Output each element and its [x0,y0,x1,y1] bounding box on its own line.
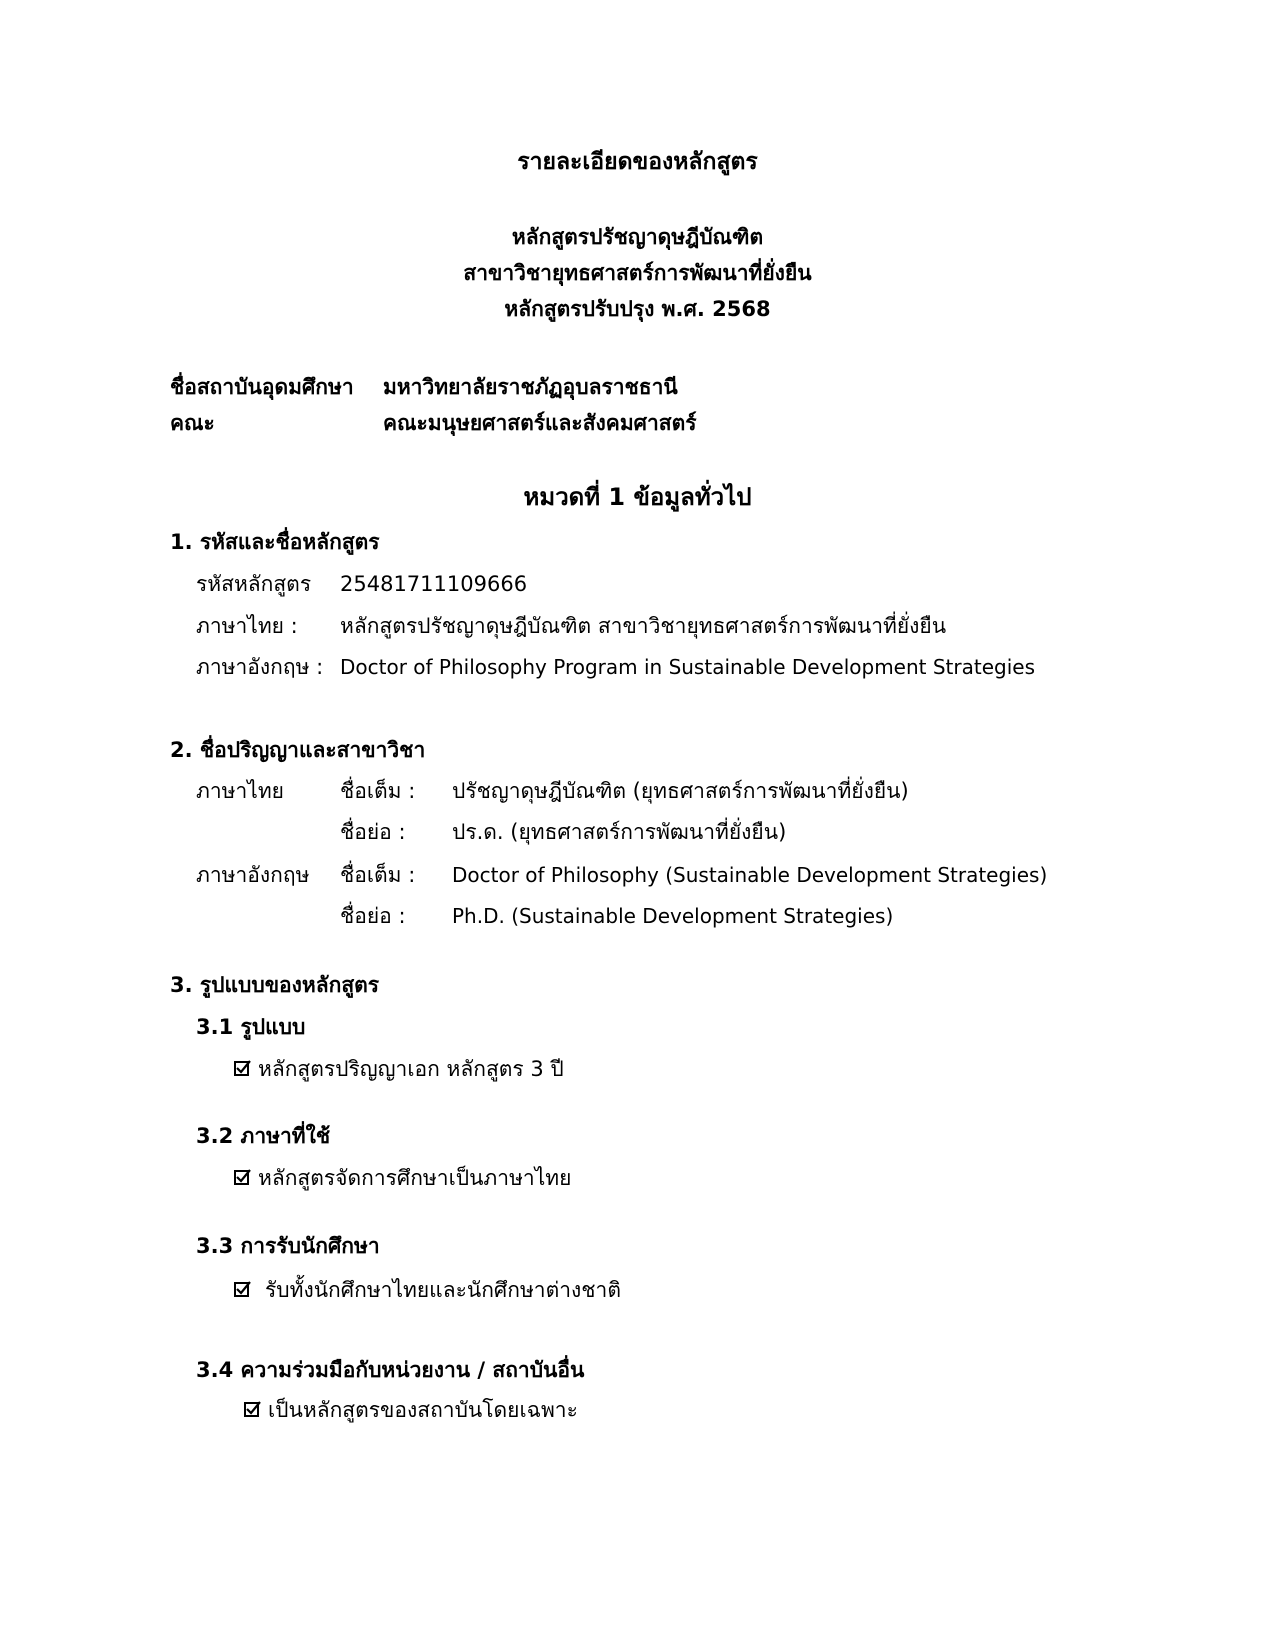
institution-label: ชื่อสถาบันอุดมศึกษา [170,375,354,399]
degree-type-full: ชื่อเต็ม : [340,779,416,803]
degree-thai-abbr: ปร.ด. (ยุทธศาสตร์การพัฒนาที่ยั่งยืน) [452,820,787,844]
thai-name-value: หลักสูตรปรัชญาดุษฎีบัณฑิต สาขาวิชายุทธศาสตร์การพัฒนาที่ยั่งยืน [340,614,947,638]
subsection-3-4-heading: 3.4 ความร่วมมือกับหน่วยงาน / สถาบันอื่น [196,1358,585,1382]
chapter-title: หมวดที่ 1 ข้อมูลทั่วไป [523,483,752,511]
section-3-heading: 3. รูปแบบของหลักสูตร [170,973,380,997]
degree-type-full: ชื่อเต็ม : [340,863,416,887]
degree-lang-english: ภาษาอังกฤษ [196,863,310,887]
faculty-value: คณะมนุษยศาสตร์และสังคมศาสตร์ [383,411,697,435]
english-name-value: Doctor of Philosophy Program in Sustainable Development Strategies [340,655,1035,679]
format-option: หลักสูตรปริญญาเอก หลักสูตร 3 ปี [258,1057,564,1081]
document-title: รายละเอียดของหลักสูตร [517,149,758,175]
thai-name-label: ภาษาไทย : [196,614,298,638]
checked-box-icon [234,1061,249,1076]
program-field: สาขาวิชายุทธศาสตร์การพัฒนาที่ยั่งยืน [463,261,812,285]
course-code-label: รหัสหลักสูตร [196,572,312,596]
checked-box-icon [244,1402,259,1417]
degree-english-abbr: Ph.D. (Sustainable Development Strategies) [452,904,894,928]
section-2-heading: 2. ชื่อปริญญาและสาขาวิชา [170,738,426,762]
institution-value: มหาวิทยาลัยราชภัฏอุบลราชธานี [383,375,678,399]
admission-option: รับทั้งนักศึกษาไทยและนักศึกษาต่างชาติ [265,1278,621,1302]
program-revision: หลักสูตรปรับปรุง พ.ศ. 2568 [504,297,771,321]
degree-type-abbr: ชื่อย่อ : [340,820,406,844]
english-name-label: ภาษาอังกฤษ : [196,655,324,679]
degree-type-abbr: ชื่อย่อ : [340,904,406,928]
faculty-label: คณะ [170,411,215,435]
program-name: หลักสูตรปรัชญาดุษฎีบัณฑิต [511,225,764,249]
subsection-3-3-heading: 3.3 การรับนักศึกษา [196,1234,380,1258]
degree-lang-thai: ภาษาไทย [196,779,284,803]
checked-box-icon [234,1282,249,1297]
subsection-3-2-heading: 3.2 ภาษาที่ใช้ [196,1124,331,1148]
degree-thai-full: ปรัชญาดุษฎีบัณฑิต (ยุทธศาสตร์การพัฒนาที่ยั่งยืน) [452,779,909,803]
subsection-3-1-heading: 3.1 รูปแบบ [196,1015,306,1039]
language-option: หลักสูตรจัดการศึกษาเป็นภาษาไทย [258,1166,572,1190]
section-1-heading: 1. รหัสและชื่อหลักสูตร [170,530,380,554]
degree-english-full: Doctor of Philosophy (Sustainable Development Strategies) [452,863,1048,887]
collaboration-option: เป็นหลักสูตรของสถาบันโดยเฉพาะ [268,1398,578,1422]
course-code-value: 25481711109666 [340,572,528,596]
checked-box-icon [234,1170,249,1185]
